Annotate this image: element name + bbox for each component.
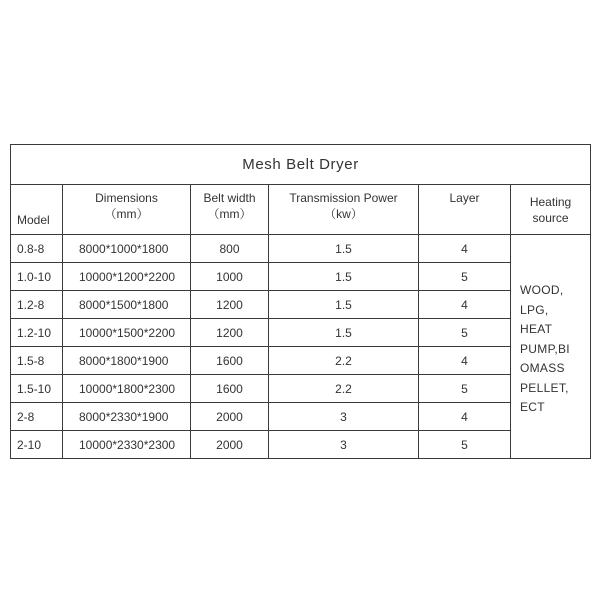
cell-power: 2.2: [269, 375, 419, 403]
cell-dimensions: 8000*1500*1800: [63, 291, 191, 319]
cell-layer: 5: [419, 319, 511, 347]
table-row: [11, 291, 591, 319]
table-row: [11, 263, 591, 291]
table-row: [11, 347, 591, 375]
cell-dimensions: 8000*1800*1900: [63, 347, 191, 375]
header-dimensions-label: Dimensions: [95, 191, 158, 205]
table-row: [11, 319, 591, 347]
header-belt-width-label: Belt width: [203, 191, 256, 205]
header-belt-width-unit: （mm）: [207, 207, 252, 221]
header-transmission-power-label: Transmission Power: [289, 191, 398, 205]
header-dimensions-unit: （mm）: [104, 207, 149, 221]
cell-dimensions: 10000*1500*2200: [63, 319, 191, 347]
cell-power: 2.2: [269, 347, 419, 375]
cell-belt-width: 1000: [191, 263, 269, 291]
cell-belt-width: 2000: [191, 431, 269, 459]
table-row: [11, 375, 591, 403]
cell-power: 1.5: [269, 291, 419, 319]
header-belt-width: [191, 185, 269, 235]
header-transmission-power-unit: （kw）: [324, 207, 363, 221]
cell-layer: 4: [419, 291, 511, 319]
header-row: [11, 185, 591, 235]
cell-model: 1.2-8: [11, 291, 63, 319]
table-row: [11, 235, 591, 263]
header-layer: Layer: [419, 185, 511, 235]
heating-source-text: WOOD, LPG, HEAT PUMP,BI OMASS PELLET, ECT: [520, 283, 570, 415]
cell-dimensions: 10000*2330*2300: [63, 431, 191, 459]
cell-model: 2-10: [11, 431, 63, 459]
cell-layer: 4: [419, 403, 511, 431]
table-row: [11, 403, 591, 431]
cell-model: 0.8-8: [11, 235, 63, 263]
header-transmission-power: [269, 185, 419, 235]
cell-belt-width: 1600: [191, 375, 269, 403]
cell-power: 1.5: [269, 263, 419, 291]
cell-belt-width: 1600: [191, 347, 269, 375]
cell-model: 1.0-10: [11, 263, 63, 291]
cell-power: 1.5: [269, 319, 419, 347]
cell-power: 3: [269, 431, 419, 459]
cell-layer: 4: [419, 347, 511, 375]
cell-model: 1.5-8: [11, 347, 63, 375]
cell-dimensions: 8000*2330*1900: [63, 403, 191, 431]
cell-dimensions: 8000*1000*1800: [63, 235, 191, 263]
cell-model: 1.5-10: [11, 375, 63, 403]
cell-belt-width: 1200: [191, 319, 269, 347]
cell-layer: 5: [419, 375, 511, 403]
cell-dimensions: 10000*1800*2300: [63, 375, 191, 403]
cell-belt-width: 2000: [191, 403, 269, 431]
header-heating-source: Heating source: [511, 185, 591, 235]
table-title: Mesh Belt Dryer: [11, 145, 591, 185]
cell-heating-source: [511, 235, 591, 459]
header-dimensions: [63, 185, 191, 235]
cell-model: 2-8: [11, 403, 63, 431]
header-model: Model: [11, 185, 63, 235]
cell-model: 1.2-10: [11, 319, 63, 347]
cell-power: 1.5: [269, 235, 419, 263]
mesh-belt-dryer-spec-table: [10, 144, 591, 459]
cell-layer: 4: [419, 235, 511, 263]
cell-layer: 5: [419, 431, 511, 459]
cell-belt-width: 800: [191, 235, 269, 263]
cell-dimensions: 10000*1200*2200: [63, 263, 191, 291]
cell-layer: 5: [419, 263, 511, 291]
cell-power: 3: [269, 403, 419, 431]
cell-belt-width: 1200: [191, 291, 269, 319]
table-row: [11, 431, 591, 459]
